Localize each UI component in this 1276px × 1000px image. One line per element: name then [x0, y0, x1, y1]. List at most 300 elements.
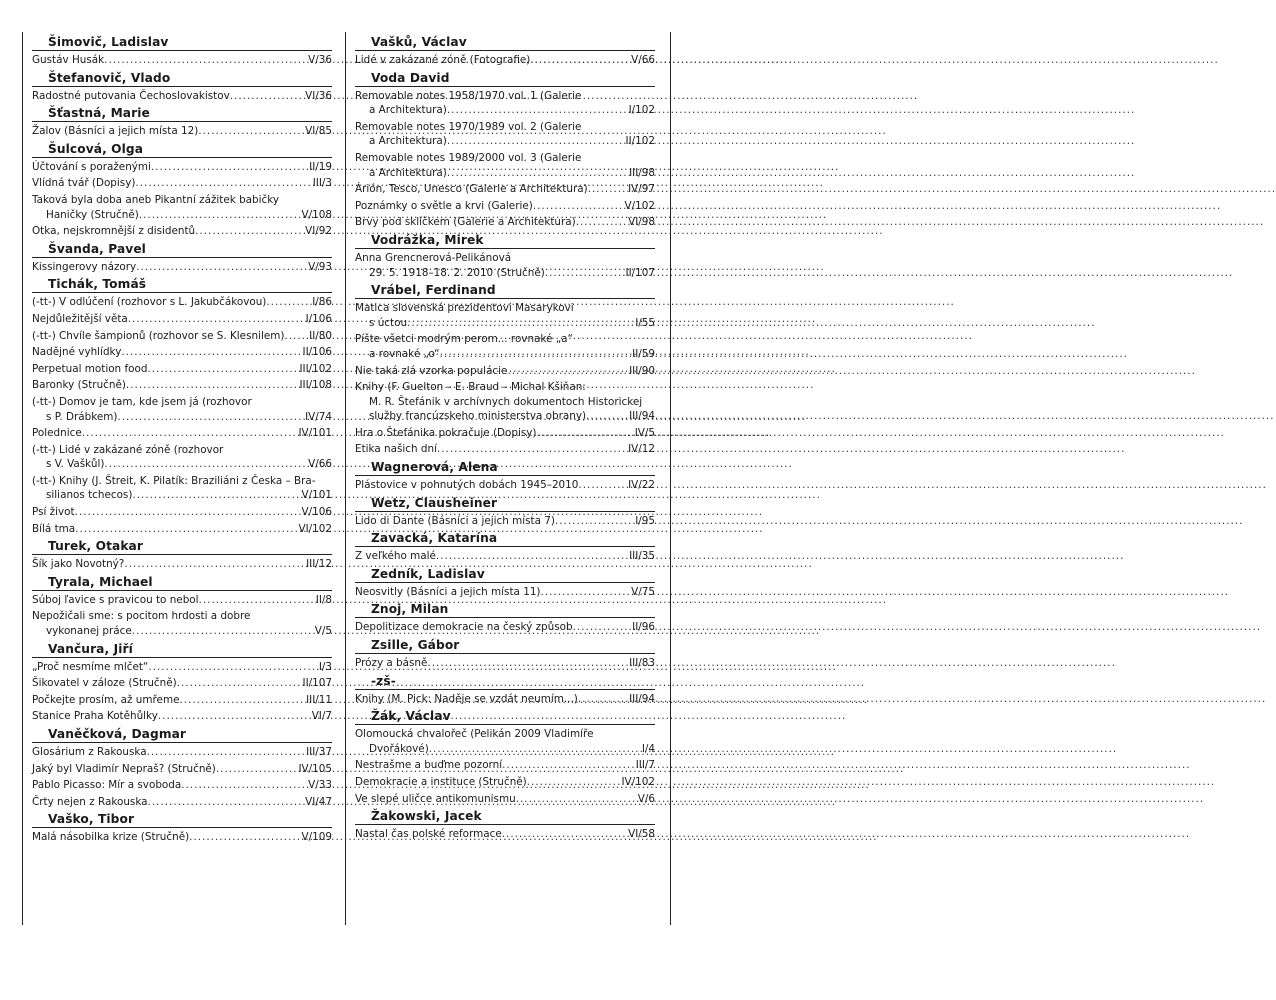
- page-ref: VI/58: [628, 828, 655, 841]
- entry-title: Prózy a básně: [355, 657, 428, 670]
- entry-title: Baronky (Stručně): [32, 379, 126, 392]
- page-ref: II/80: [309, 329, 332, 342]
- entry-list: [32, 157, 332, 239]
- page-ref: VI/7: [311, 710, 332, 723]
- dot-leader: [507, 364, 629, 379]
- dot-leader: [216, 762, 299, 777]
- entry-title: silianos tchecos): [46, 489, 133, 502]
- entry-title: Poznámky o světle a krvi (Galerie): [355, 199, 533, 212]
- entry-title: Malá násobilka krize (Stručně): [32, 831, 190, 844]
- author-block: [32, 70, 332, 104]
- author-block: [355, 708, 655, 806]
- index-entry: [32, 426, 332, 441]
- entry-title: 29. 5. 1918–18. 2. 2010 (Stručně): [369, 266, 545, 279]
- page-ref: III/98: [629, 166, 655, 179]
- entry-list: [355, 511, 655, 529]
- index-entry: [32, 193, 332, 222]
- entry-list: [355, 50, 655, 68]
- entry-title: Removable notes 1970/1989 vol. 2 (Galerie: [355, 120, 582, 133]
- entry-list: [355, 546, 655, 564]
- page-ref: VI/92: [305, 225, 332, 238]
- author-block: [32, 276, 332, 536]
- entry-list: [32, 657, 332, 724]
- entry-title: s P. Drábkem): [46, 410, 118, 423]
- index-entry: [355, 442, 655, 457]
- dot-leader: [576, 215, 628, 230]
- page-ref: V/75: [631, 585, 655, 598]
- author-name: Vodrážka, Mirek: [371, 232, 484, 247]
- author-block: [32, 141, 332, 239]
- entry-title: Knihy (M. Pick: Naděje se vzdát neumím...): [355, 692, 578, 705]
- index-entry: [355, 53, 655, 68]
- page-ref: II/107: [625, 266, 655, 279]
- dot-leader: [407, 316, 635, 331]
- author-name: Wagnerová, Alena: [371, 460, 498, 475]
- page-ref: I/3: [318, 660, 332, 673]
- dot-leader: [447, 134, 626, 149]
- entry-title: „Proč nesmíme mlčet“: [32, 660, 149, 673]
- page-ref: V/66: [308, 458, 332, 471]
- index-entry: [32, 660, 332, 675]
- index-entry: [32, 362, 332, 377]
- author-block: [355, 495, 655, 529]
- author-block: [355, 70, 655, 230]
- dot-leader: [128, 312, 306, 327]
- index-entry: [355, 182, 655, 197]
- entry-list: [32, 257, 332, 275]
- index-entry: [355, 758, 655, 773]
- index-entry: [355, 692, 655, 707]
- page-ref: V/101: [301, 489, 332, 502]
- index-entry: [32, 593, 332, 608]
- entry-list: [32, 827, 332, 845]
- page-ref: III/35: [629, 550, 655, 563]
- index-entry: [355, 792, 655, 807]
- page-ref: VI/85: [305, 125, 332, 138]
- page-ref: I/95: [635, 514, 655, 527]
- entry-title: Bílá tma: [32, 522, 76, 535]
- entry-list: [355, 582, 655, 600]
- entry-list: [32, 742, 332, 809]
- dot-leader: [177, 676, 303, 691]
- dot-leader: [436, 549, 629, 564]
- page-ref: III/102: [299, 362, 332, 375]
- dot-leader: [502, 758, 636, 773]
- page-ref: IV/102: [621, 776, 655, 788]
- index-entry: [355, 151, 655, 180]
- index-column-left: [32, 34, 332, 847]
- entry-title: Z veľkého malé: [355, 550, 436, 563]
- entry-title: M. R. Štefánik v archívnych dokumentoch Historickej: [369, 395, 643, 408]
- author-name: Vaško, Tibor: [48, 812, 135, 827]
- entry-title: Súboj ľavice s pravicou to nebol: [32, 593, 199, 606]
- dot-leader: [586, 409, 629, 424]
- entry-list: [355, 475, 655, 493]
- index-entry: [32, 693, 332, 708]
- entry-list: [32, 292, 332, 536]
- entry-title: Psí život: [32, 506, 75, 519]
- author-name: Šimovič, Ladislav: [48, 35, 169, 49]
- author-block: [355, 34, 655, 68]
- index-entry: [32, 312, 332, 327]
- entry-title: s úctou: [369, 316, 408, 329]
- entry-title: Árión, Tesco, Unesco (Galerie a Architektura): [355, 183, 588, 196]
- entry-list: [355, 298, 655, 457]
- dot-leader: [447, 166, 629, 181]
- entry-title: Vlídná tvář (Dopisy): [32, 177, 136, 190]
- index-entry: [355, 199, 655, 214]
- dot-leader: [136, 260, 308, 275]
- index-entry: [32, 124, 332, 139]
- author-block: [32, 241, 332, 275]
- page-ref: III/11: [306, 693, 332, 706]
- entry-list: [355, 86, 655, 230]
- entry-title: Šík jako Novotný?: [32, 558, 125, 571]
- page-ref: I/102: [628, 104, 655, 117]
- page-ref: II/96: [632, 621, 655, 634]
- page-ref: V/36: [308, 54, 332, 66]
- index-entry: [32, 676, 332, 691]
- index-entry: [32, 329, 332, 344]
- author-name: Zsille, Gábor: [371, 638, 460, 653]
- index-entry: [32, 709, 332, 724]
- index-entry: [355, 332, 655, 361]
- dot-leader: [533, 199, 625, 214]
- page-ref: III/12: [306, 558, 332, 571]
- entry-title: (-tt-) Knihy (J. Štreit, K. Pilatík: Braziliáni z Česka – Bra-: [32, 474, 316, 487]
- dot-leader: [530, 53, 631, 68]
- author-block: [355, 282, 655, 457]
- index-entry: [32, 443, 332, 472]
- entry-title: Lidé v zakázané zóně (Fotografie): [355, 54, 531, 66]
- dot-leader: [104, 457, 308, 472]
- entry-list: [32, 50, 332, 68]
- dot-leader: [555, 514, 635, 529]
- entry-list: [32, 121, 332, 139]
- author-block: [32, 811, 332, 845]
- dot-leader: [541, 585, 632, 600]
- author-block: [32, 538, 332, 572]
- index-entry: [355, 380, 655, 424]
- entry-title: a Architektura): [369, 104, 447, 117]
- entry-title: Plástovice v pohnutých dobách 1945–2010: [355, 479, 579, 492]
- page-ref: III/3: [312, 177, 332, 190]
- author-name: Tyrala, Michael: [48, 574, 153, 589]
- author-block: [355, 530, 655, 564]
- entry-title: Pablo Picasso: Mír a svoboda: [32, 779, 182, 792]
- dot-leader: [198, 124, 305, 139]
- page-ref: I/86: [312, 296, 332, 309]
- entry-list: [32, 590, 332, 639]
- index-entry: [355, 656, 655, 671]
- index-entry: [32, 745, 332, 760]
- dot-leader: [147, 745, 307, 760]
- index-entry: [32, 89, 332, 104]
- page-ref: II/106: [302, 346, 332, 359]
- index-entry: [32, 795, 332, 810]
- index-entry: [355, 549, 655, 564]
- index-entry: [32, 557, 332, 572]
- entry-title: Taková byla doba aneb Pikantní zážitek babičky: [32, 193, 280, 206]
- page-ref: IV/74: [305, 410, 332, 423]
- dot-leader: [588, 182, 628, 197]
- entry-title: a Architektura): [369, 166, 447, 179]
- author-name: Žák, Václav: [371, 709, 451, 724]
- author-block: [355, 601, 655, 635]
- page-ref: III/94: [629, 410, 655, 423]
- dot-leader: [440, 347, 633, 362]
- index-entry: [32, 224, 332, 239]
- entry-list: [355, 248, 655, 280]
- dot-leader: [429, 742, 642, 757]
- dot-leader: [284, 329, 309, 344]
- page-ref: III/83: [629, 657, 655, 670]
- entry-title: Nastal čas polské reformace: [355, 828, 502, 841]
- index-entry: [355, 89, 655, 118]
- dot-leader: [578, 478, 628, 493]
- index-entry: [32, 778, 332, 793]
- dot-leader: [427, 656, 629, 671]
- entry-list: [355, 617, 655, 635]
- author-name: Zedník, Ladislav: [371, 566, 485, 581]
- author-name: Vrábel, Ferdinand: [371, 283, 496, 298]
- author-name: Zavacká, Katarína: [371, 531, 498, 546]
- page-ref: II/59: [632, 347, 655, 360]
- entry-title: (-tt-) Chvíle šampionů (rozhovor se S. Klesnilem): [32, 329, 285, 342]
- entry-title: Gustáv Husák: [32, 54, 105, 66]
- entry-title: Removable notes 1958/1970 vol. 1 (Galerie: [355, 89, 582, 102]
- page-ref: II/102: [625, 135, 655, 148]
- dot-leader: [573, 620, 633, 635]
- entry-title: Jaký byl Vladimír Nepraš? (Stručně): [32, 762, 216, 775]
- page-ref: V/109: [301, 831, 332, 844]
- index-entry: [32, 474, 332, 503]
- author-name: Voda David: [371, 70, 450, 85]
- page-ref: VI/36: [305, 89, 332, 102]
- author-name: Šťastná, Marie: [48, 106, 150, 121]
- entry-title: Nejdůležitější věta: [32, 312, 128, 325]
- entry-list: [355, 824, 655, 842]
- author-block: [32, 34, 332, 68]
- index-entry: [355, 620, 655, 635]
- entry-title: (-tt-) Domov je tam, kde jsem já (rozhovor: [32, 395, 252, 408]
- dot-leader: [536, 426, 634, 441]
- dot-leader: [121, 345, 302, 360]
- left-rule: [22, 32, 23, 925]
- entry-title: Počkejte prosím, až umřeme: [32, 693, 180, 706]
- entry-title: Otka, nejskromnější z disidentů: [32, 225, 196, 238]
- index-entry: [355, 478, 655, 493]
- dot-leader: [195, 224, 305, 239]
- index-entry: [32, 260, 332, 275]
- index-entry: [32, 378, 332, 393]
- index-column-right: [355, 34, 655, 844]
- entry-title: Nepožičali sme: s pocitom hrdosti a dobre: [32, 610, 251, 623]
- page-ref: VI/102: [298, 522, 332, 535]
- author-name: -zš-: [371, 673, 396, 688]
- dot-leader: [104, 53, 308, 68]
- page-ref: IV/105: [298, 762, 332, 775]
- entry-title: Žalov (Básníci a jejich místa 12): [32, 125, 199, 138]
- page-ref: II/107: [302, 677, 332, 690]
- dot-leader: [502, 827, 628, 842]
- entry-title: Ve slepé uličce antikomunismu: [355, 792, 516, 805]
- entry-list: [355, 689, 655, 707]
- entry-title: služby francúzskeho ministerstva obrany): [369, 410, 587, 423]
- entry-title: Perpetual motion food: [32, 362, 148, 375]
- entry-title: Glosárium z Rakouska: [32, 746, 147, 758]
- index-entry: [355, 827, 655, 842]
- dot-leader: [126, 378, 300, 393]
- entry-list: [32, 86, 332, 104]
- entry-title: Polednice: [32, 427, 82, 440]
- entry-title: s V. Vaškůl): [46, 458, 105, 471]
- index-entry: [355, 775, 655, 790]
- entry-title: a rovnaké „o“: [369, 347, 440, 360]
- entry-title: Lido di Dante (Básníci a jejich místa 7): [355, 514, 555, 527]
- author-block: [355, 808, 655, 842]
- entry-title: Brvy pod sklíčkem (Galerie a Architektura): [355, 216, 576, 229]
- dot-leader: [199, 593, 316, 608]
- page-ref: III/7: [635, 759, 655, 772]
- page-ref: II/19: [309, 160, 332, 173]
- author-name: Znoj, Milan: [371, 602, 449, 617]
- page-ref: IV/101: [298, 427, 332, 440]
- page-ref: I/106: [305, 312, 332, 325]
- dot-leader: [147, 362, 299, 377]
- dot-leader: [139, 208, 302, 223]
- page-ref: I/55: [635, 316, 655, 329]
- page-ref: V/106: [301, 506, 332, 519]
- entry-title: (-tt-) Lidé v zakázané zóně (rozhovor: [32, 443, 224, 456]
- dot-leader: [82, 426, 299, 441]
- author-block: [355, 232, 655, 280]
- author-name: Štefanovič, Vlado: [48, 70, 171, 85]
- author-name: Wetz, Clausheiner: [371, 495, 498, 510]
- entry-list: [32, 554, 332, 572]
- index-entry: [355, 514, 655, 529]
- entry-title: Kissingerovy názory: [32, 260, 137, 273]
- entry-title: Knihy (F. Guelton – E. Braud – Michal Kšiňan:: [355, 381, 586, 394]
- entry-title: Šikovatel v záloze (Stručně): [32, 677, 177, 690]
- entry-title: Demokracie a instituce (Stručně): [355, 776, 527, 788]
- dot-leader: [132, 624, 315, 639]
- dot-leader: [124, 557, 306, 572]
- entry-title: Nie taká zlá vzorka populácie: [355, 364, 508, 377]
- index-entry: [355, 364, 655, 379]
- dot-leader: [447, 103, 629, 118]
- dot-leader: [158, 709, 312, 724]
- index-entry: [355, 727, 655, 756]
- index-entry: [32, 762, 332, 777]
- page-ref: V/6: [637, 792, 655, 805]
- entry-title: Hra o Štefánika pokračuje (Dopisy): [355, 426, 537, 439]
- index-entry: [32, 395, 332, 424]
- page-ref: V/5: [314, 625, 332, 638]
- dot-leader: [181, 778, 308, 793]
- entry-list: [355, 724, 655, 806]
- dot-leader: [117, 410, 305, 425]
- author-name: Šulcová, Olga: [48, 141, 144, 156]
- index-entry: [32, 160, 332, 175]
- page-ref: IV/5: [634, 426, 655, 439]
- entry-title: Anna Grencnerová-Pelikánová: [355, 251, 512, 264]
- dot-leader: [578, 692, 629, 707]
- dot-leader: [437, 442, 628, 457]
- author-block: [355, 673, 655, 707]
- page-ref: IV/22: [628, 479, 655, 492]
- index-entry: [355, 120, 655, 149]
- author-block: [32, 641, 332, 724]
- index-entry: [355, 301, 655, 330]
- author-name: Vaněčková, Dagmar: [48, 727, 187, 741]
- index-entry: [355, 251, 655, 280]
- dot-leader: [516, 792, 638, 807]
- page-ref: IV/97: [628, 183, 655, 196]
- dot-leader: [151, 160, 309, 175]
- entry-title: vykonanej práce: [46, 625, 132, 638]
- entry-list: [355, 653, 655, 671]
- page-ref: I/4: [641, 742, 655, 755]
- page-ref: V/93: [308, 260, 332, 273]
- dot-leader: [266, 295, 312, 310]
- entry-title: Píšte všetci modrým perom... rovnaké „a“: [355, 333, 573, 346]
- author-block: [32, 105, 332, 139]
- entry-title: Črty nejen z Rakouska: [32, 795, 148, 808]
- page-ref: VI/98: [628, 216, 655, 229]
- entry-title: Haničky (Stručně): [46, 208, 139, 221]
- author-name: Turek, Otakar: [48, 539, 143, 554]
- page-ref: VI/47: [305, 795, 332, 808]
- author-name: Tichák, Tomáš: [48, 277, 147, 292]
- author-block: [355, 459, 655, 493]
- index-entry: [32, 609, 332, 638]
- index-entry: [32, 176, 332, 191]
- dot-leader: [189, 830, 301, 845]
- author-name: Vančura, Jiří: [48, 641, 133, 656]
- index-entry: [32, 505, 332, 520]
- dot-leader: [545, 266, 626, 281]
- index-entry: [32, 522, 332, 537]
- page-ref: III/90: [629, 364, 655, 377]
- index-entry: [32, 345, 332, 360]
- entry-title: (-tt-) V odlúčení (rozhovor s L. Jakubčákovou): [32, 296, 267, 309]
- entry-title: Nadějné vyhlídky: [32, 346, 122, 359]
- page-ref: III/108: [299, 379, 332, 392]
- page-ref: III/37: [306, 746, 332, 758]
- index-entry: [355, 215, 655, 230]
- page-ref: V/108: [301, 208, 332, 221]
- index-entry: [32, 53, 332, 68]
- entry-title: Nestrašme a buďme pozorní: [355, 759, 503, 772]
- author-block: [32, 726, 332, 809]
- author-name: Žakowski, Jacek: [371, 809, 482, 824]
- entry-title: Matica slovenská prezidentovi Masarykovi: [355, 302, 574, 315]
- entry-title: Etika našich dní: [355, 443, 437, 456]
- index-entry: [32, 295, 332, 310]
- page-ref: V/102: [624, 199, 655, 212]
- author-block: [355, 637, 655, 671]
- dot-leader: [148, 660, 319, 675]
- dot-leader: [132, 488, 301, 503]
- author-name: Švanda, Pavel: [48, 241, 146, 256]
- entry-title: Účtování s poraženými: [32, 160, 151, 173]
- index-entry: [32, 830, 332, 845]
- dot-leader: [527, 775, 622, 790]
- entry-title: a Architektura): [369, 135, 447, 148]
- entry-title: Neosvitly (Básníci a jejich místa 11): [355, 585, 541, 598]
- dot-leader: [148, 795, 306, 810]
